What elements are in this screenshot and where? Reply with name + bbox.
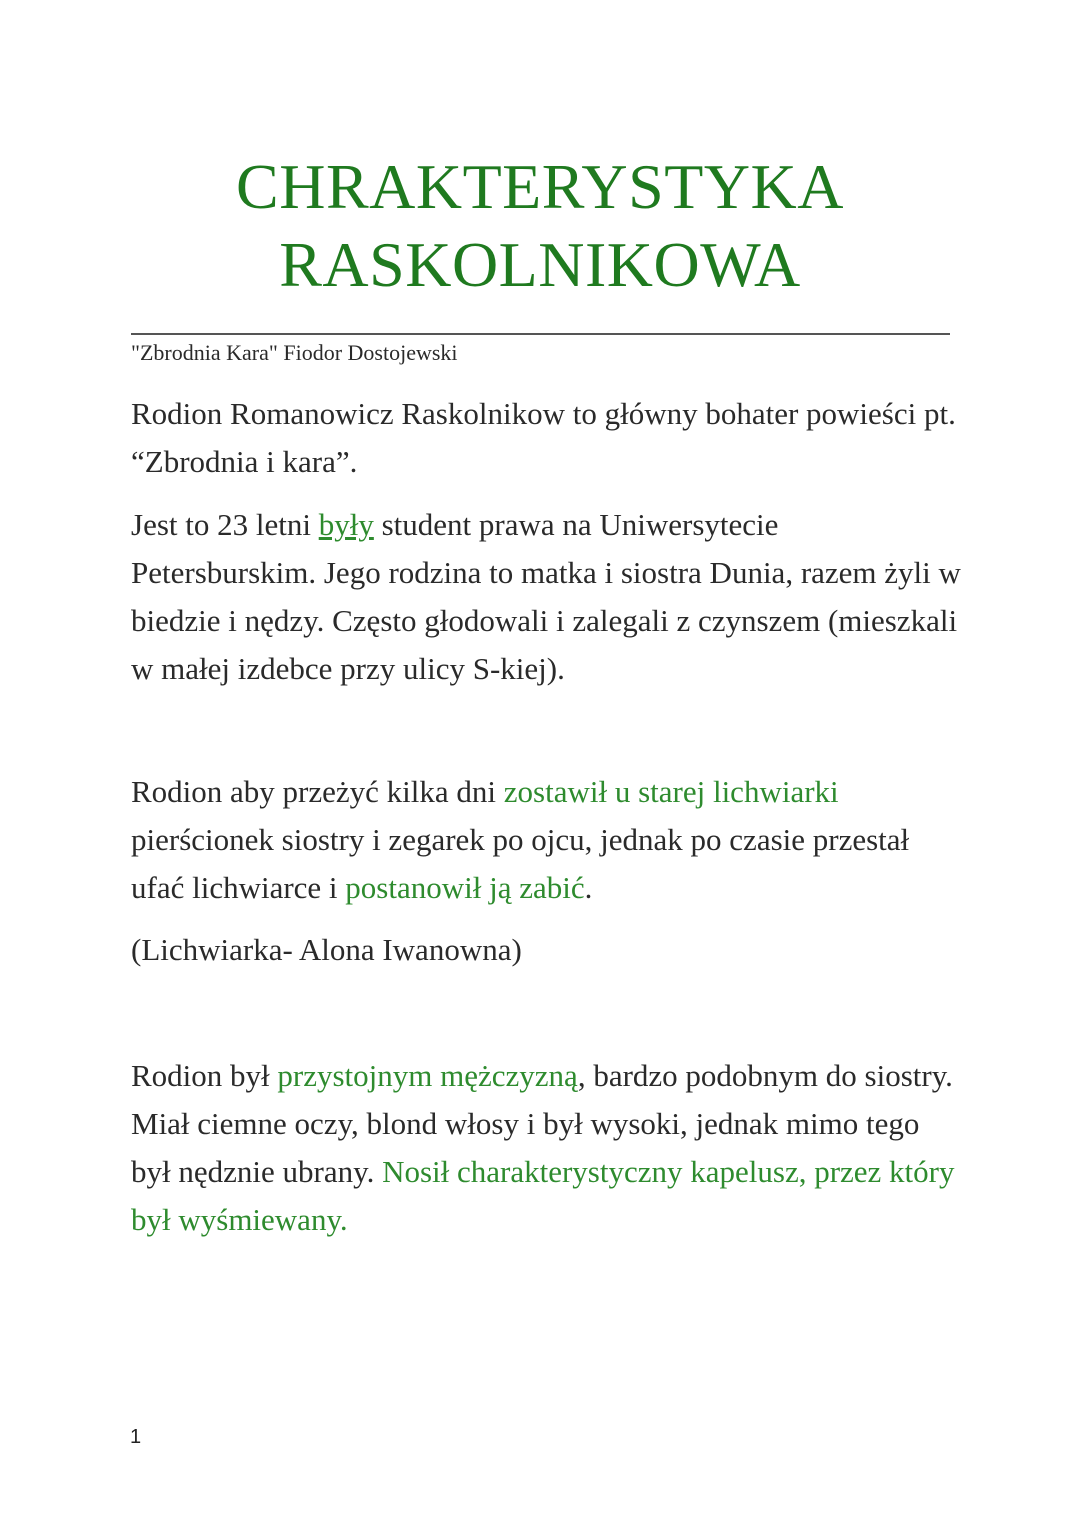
- subtitle: "Zbrodnia Kara" Fiodor Dostojewski: [131, 340, 458, 365]
- page-number: 1: [130, 1426, 142, 1448]
- highlight-decided-to-kill: postanowił ją zabić: [345, 870, 585, 905]
- paragraph-pawnbroker-name: [131, 926, 961, 974]
- paragraph-intro-text: Rodion Romanowicz Raskolnikow to główny bohater powieści pt. “Zbrodnia i kara”.: [131, 396, 956, 479]
- underlined-word: były: [318, 507, 374, 542]
- paragraph-appearance-part1: Rodion był: [131, 1058, 278, 1093]
- paragraph-background: [131, 501, 961, 693]
- paragraph-pawnbroker-part1: Rodion aby przeżyć kilka dni: [131, 774, 504, 809]
- paragraph-pawnbroker-name-text: (Lichwiarka- Alona Iwanowna): [131, 932, 522, 967]
- highlight-left-at-pawnbroker: zostawił u starej lichwiarki: [503, 774, 839, 809]
- paragraph-background-part1: Jest to 23 letni: [131, 507, 319, 542]
- title-line-1: CHRAKTERYSTYKA: [236, 151, 844, 222]
- paragraph-background-part2: student prawa na Uniwersytecie Petersburskim. Jego rodzina to matka i siostra Dunia, razem żyli w biedzie i nędzy. Często głodowali i zalegali z czynszem (mieszkali w małej izdebce przy ulicy S-kiej).: [131, 507, 961, 686]
- highlight-handsome-man: przystojnym mężczyzną: [277, 1058, 578, 1093]
- paragraph-pawnbroker-part3: .: [584, 870, 593, 905]
- page-title: [0, 148, 1080, 304]
- paragraph-appearance-part2: , bardzo podobnym do siostry. Miał ciemne oczy, blond włosy i był wysoki, jednak mimo tego był nędznie ubrany.: [131, 1058, 953, 1189]
- paragraph-pawnbroker: [131, 768, 961, 912]
- highlight-hat: Nosił charakterystyczny kapelusz, przez który był wyśmiewany.: [131, 1154, 955, 1237]
- paragraph-appearance: [131, 1052, 961, 1244]
- title-line-2: RASKOLNIKOWA: [279, 229, 801, 300]
- title-divider: [131, 333, 950, 335]
- paragraph-pawnbroker-part2: pierścionek siostry i zegarek po ojcu, jednak po czasie przestał ufać lichwiarce i: [131, 822, 910, 905]
- paragraph-intro: [131, 390, 961, 486]
